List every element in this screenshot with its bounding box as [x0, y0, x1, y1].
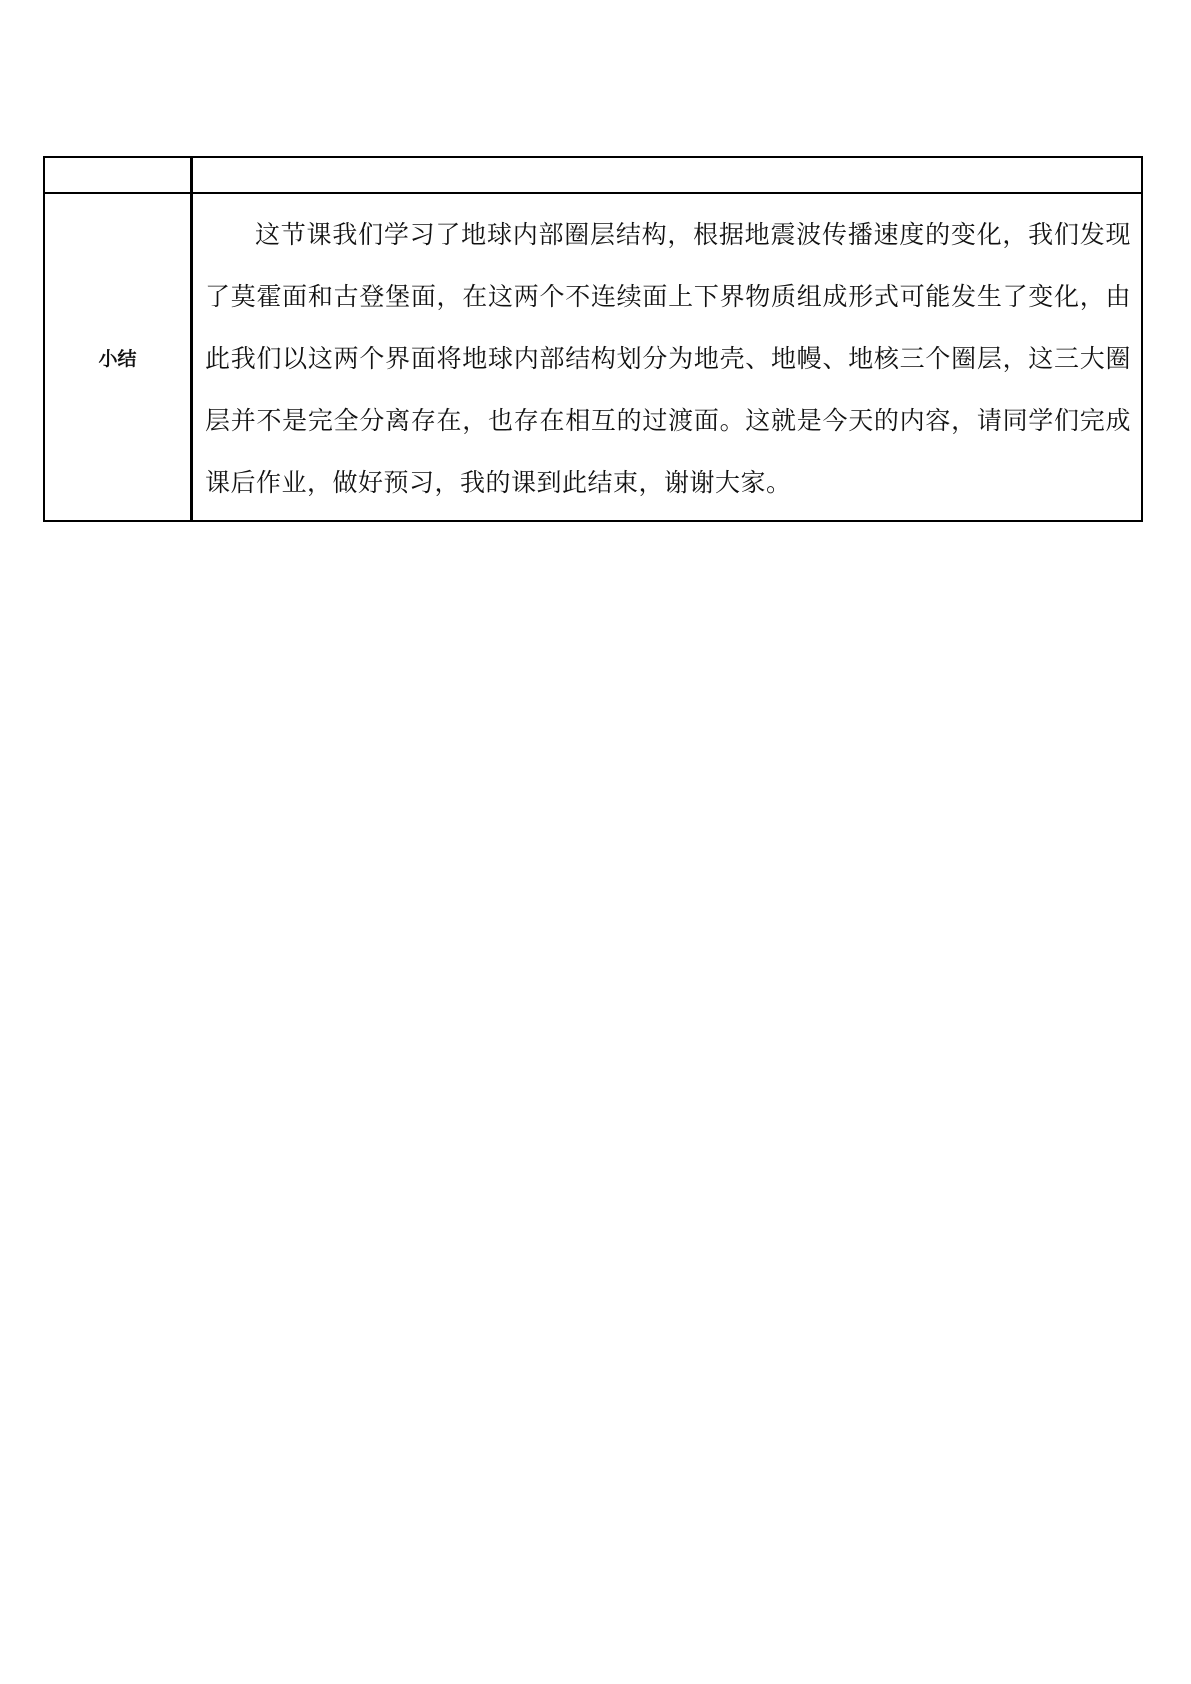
summary-content-cell — [192, 193, 1143, 521]
summary-paragraph: 这节课我们学习了地球内部圈层结构，根据地震波传播速度的变化，我们发现了莫霍面和古登堡面，在这两个不连续面上下界物质组成形式可能发生了变化，由此我们以这两个界面将地球内部结构划分为地壳、地幔、地核三个圈层，这三大圈层并不是完全分离存在，也存在相互的过渡面。这就是今天的内容，请同学们完成课后作业，做好预习，我的课到此结束，谢谢大家。 — [205, 220, 1131, 497]
summary-label: 小结 — [98, 347, 137, 370]
header-label-cell — [44, 157, 192, 193]
header-content-cell — [192, 157, 1143, 193]
table-header-row — [44, 157, 1142, 193]
summary-label-cell — [44, 193, 192, 521]
lesson-table — [43, 156, 1143, 522]
summary-row — [44, 193, 1142, 521]
